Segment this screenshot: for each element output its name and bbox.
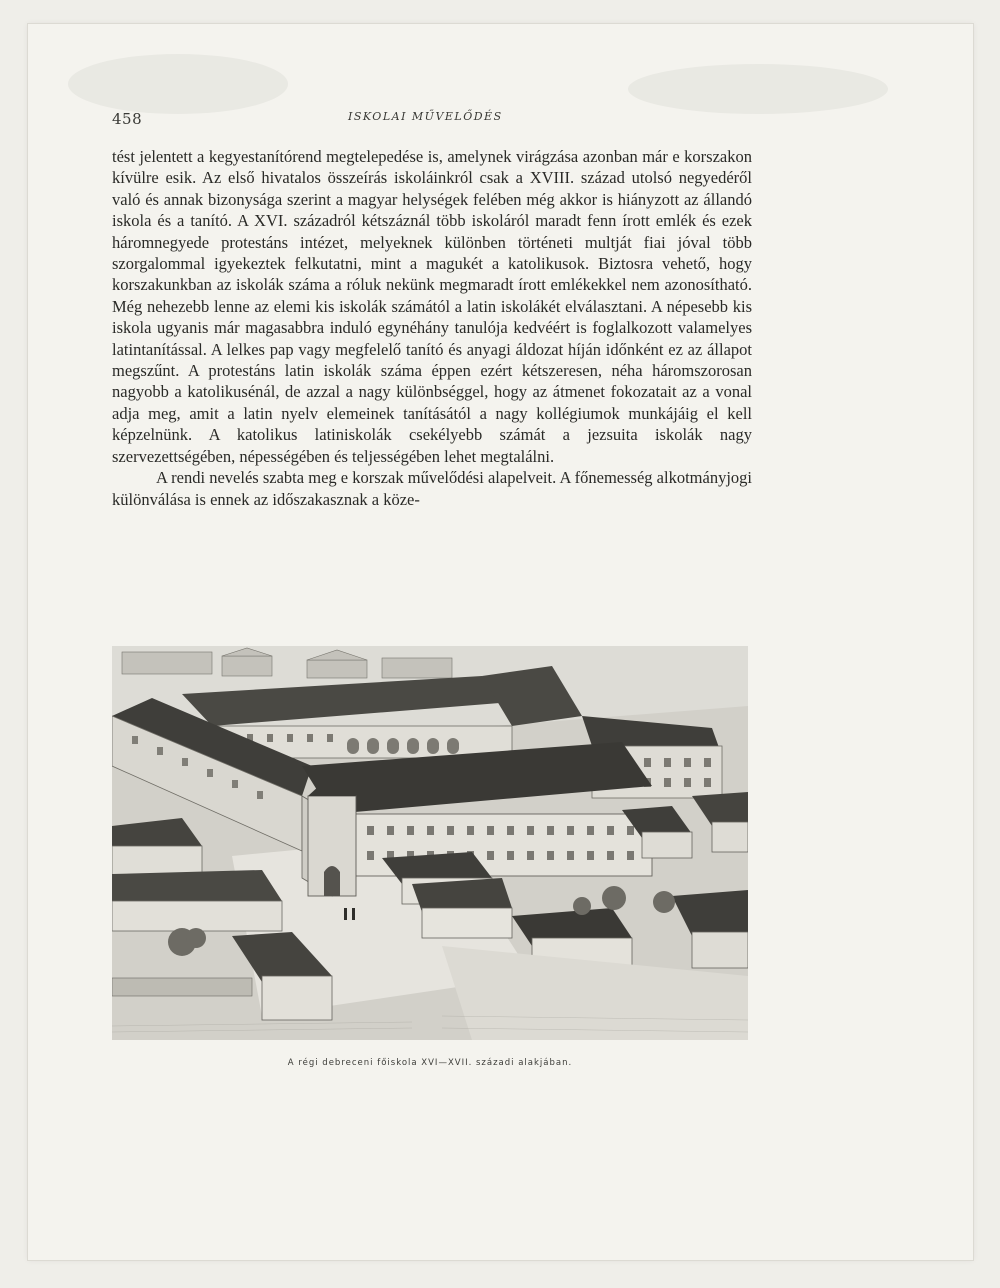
body-text — [112, 146, 752, 510]
left-low-building — [112, 870, 282, 931]
paragraph: A rendi nevelés szabta meg e korszak művelődési alapelveit. A főnemesség alkotmányjogi különválása is ennek az időszakasznak a köze- — [112, 468, 752, 509]
paragraph: tést jelentett a kegyestanítórend megtelepedése is, amelynek virágzása azonban már e korszakon kívülre esik. Az első hivatalos összeírás iskoláinkról csak a XVIII. század utolsó negyedéről való és annak bizonysága szerint a magyar helységek felében még akkor is hiányzott az állandó iskola és a tanító. A XVI. századról kétszáznál több iskoláról maradt fenn írott emlék és ezek háromnegyede protestáns intézet, melyeknek különben történeti multját fiai jóval több szorgalommal igyekeztek felkutatni, mint a magukét a katolikusok. Biztosra vehető, hogy korszakunkban az iskolák száma a róluk nekünk megmaradt írott emlékekkel nem azonosítható. Még nehezebb lenne az elemi kis iskolák számától a latin iskolákét elválasztani. A népesebb kis iskola ugyanis már magasabbra induló egynéhány tanulója kedvéért is foglalkozott valamelyes latintanítással. A lelkes pap vagy megfelelő tanító és anyagi áldozat híján időnként ez az állapot megszűnt. A protestáns latin iskolák száma éppen ezért kétszeresen, néha háromszorosan nagyobb a katolikusénál, de azzal a nagy különbséggel, hogy az átmenet fokozatait az a vonal adja meg, amit a latin nyelv elemeinek tanításától a nagy kollégiumok munkájáig el kell képzelnünk. A katolikus latiniskolák csekélyebb számát a jezsuita iskolák nagy szervezettségében, népességében és teljességében lehet megtalálni. — [112, 147, 752, 466]
page-number: 458 — [112, 110, 143, 128]
paper-stain — [628, 64, 888, 114]
figure-caption: A régi debreceni főiskola XVI—XVII. századi alakjában. — [287, 1058, 573, 1068]
college-engraving — [112, 646, 748, 1040]
paper-stain — [68, 54, 288, 114]
running-head: ISKOLAI MŰVELŐDÉS — [348, 110, 503, 123]
page-header — [112, 108, 752, 132]
